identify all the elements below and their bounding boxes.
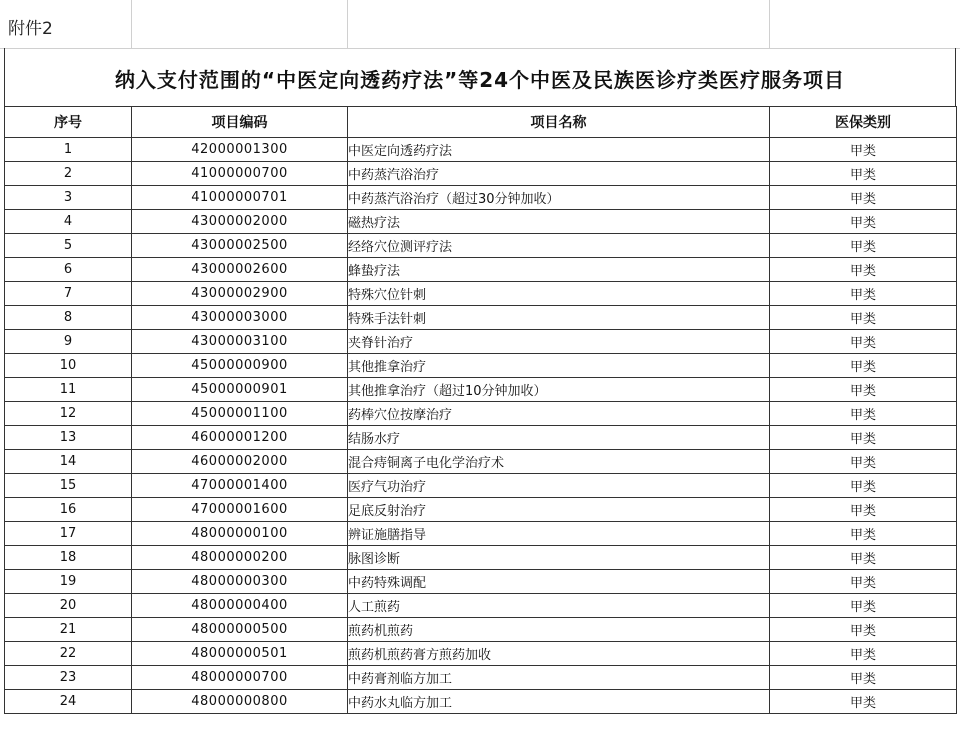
cell-category[interactable]: 甲类 [770, 330, 957, 354]
cell-name[interactable]: 中药蒸汽浴治疗（超过30分钟加收） [348, 186, 770, 210]
table-row [5, 498, 957, 522]
cell-code[interactable]: 43000002000 [132, 210, 348, 234]
header-name[interactable]: 项目名称 [348, 107, 770, 138]
cell-code[interactable]: 45000001100 [132, 402, 348, 426]
table-row [5, 522, 957, 546]
attachment-label: 附件2 [8, 19, 53, 39]
cell-code[interactable]: 48000000200 [132, 546, 348, 570]
cell-name[interactable]: 其他推拿治疗 [348, 354, 770, 378]
cell-category[interactable]: 甲类 [770, 378, 957, 402]
table-row [5, 138, 957, 162]
cell-category[interactable]: 甲类 [770, 258, 957, 282]
title-cell[interactable] [4, 48, 956, 106]
table-row [5, 546, 957, 570]
header-row [5, 107, 957, 138]
cell-seq[interactable]: 6 [5, 258, 132, 282]
cell-seq[interactable]: 15 [5, 474, 132, 498]
cell-code[interactable]: 43000002600 [132, 258, 348, 282]
cell-name[interactable]: 磁热疗法 [348, 210, 770, 234]
cell-name[interactable]: 医疗气功治疗 [348, 474, 770, 498]
table-row [5, 690, 957, 714]
cell-code[interactable]: 48000000400 [132, 594, 348, 618]
cell-category[interactable]: 甲类 [770, 138, 957, 162]
cell-code[interactable]: 43000002500 [132, 234, 348, 258]
cell-name[interactable]: 煎药机煎药膏方煎药加收 [348, 642, 770, 666]
cell-name[interactable]: 辨证施膳指导 [348, 522, 770, 546]
table-row [5, 474, 957, 498]
table-row [5, 306, 957, 330]
cell-name[interactable]: 其他推拿治疗（超过10分钟加收） [348, 378, 770, 402]
cell-name[interactable]: 结肠水疗 [348, 426, 770, 450]
cell-code[interactable]: 43000003100 [132, 330, 348, 354]
cell-a1[interactable] [0, 0, 132, 48]
cell-code[interactable]: 41000000700 [132, 162, 348, 186]
table-row [5, 450, 957, 474]
table-row [5, 594, 957, 618]
cell-seq[interactable]: 10 [5, 354, 132, 378]
cell-code[interactable]: 48000000700 [132, 666, 348, 690]
cell-seq[interactable]: 17 [5, 522, 132, 546]
cell-category[interactable]: 甲类 [770, 306, 957, 330]
cell-category[interactable]: 甲类 [770, 186, 957, 210]
cell-name[interactable]: 足底反射治疗 [348, 498, 770, 522]
cell-b1[interactable] [132, 0, 348, 48]
cell-seq[interactable]: 20 [5, 594, 132, 618]
cell-name[interactable]: 煎药机煎药 [348, 618, 770, 642]
table-row [5, 162, 957, 186]
cell-name[interactable]: 特殊穴位针刺 [348, 282, 770, 306]
cell-category[interactable]: 甲类 [770, 690, 957, 714]
cell-name[interactable]: 中药特殊调配 [348, 570, 770, 594]
cell-name[interactable]: 经络穴位测评疗法 [348, 234, 770, 258]
table-row [5, 666, 957, 690]
cell-code[interactable]: 42000001300 [132, 138, 348, 162]
table-row [5, 402, 957, 426]
cell-category[interactable]: 甲类 [770, 570, 957, 594]
cell-code[interactable]: 47000001400 [132, 474, 348, 498]
cell-name[interactable]: 中医定向透药疗法 [348, 138, 770, 162]
cell-seq[interactable]: 7 [5, 282, 132, 306]
cell-category[interactable]: 甲类 [770, 474, 957, 498]
header-seq[interactable]: 序号 [5, 107, 132, 138]
cell-name[interactable]: 特殊手法针刺 [348, 306, 770, 330]
attachment-row [0, 0, 960, 49]
header-category[interactable]: 医保类别 [770, 107, 957, 138]
cell-name[interactable]: 夹脊针治疗 [348, 330, 770, 354]
cell-category[interactable]: 甲类 [770, 282, 957, 306]
cell-seq[interactable]: 18 [5, 546, 132, 570]
table-row [5, 570, 957, 594]
table-row [5, 210, 957, 234]
cell-seq[interactable]: 8 [5, 306, 132, 330]
cell-seq[interactable]: 16 [5, 498, 132, 522]
cell-category[interactable]: 甲类 [770, 234, 957, 258]
cell-code[interactable]: 48000000500 [132, 618, 348, 642]
cell-name[interactable]: 人工煎药 [348, 594, 770, 618]
cell-seq[interactable]: 24 [5, 690, 132, 714]
cell-code[interactable]: 48000000100 [132, 522, 348, 546]
table-row [5, 330, 957, 354]
document-title: 纳入支付范围的“中医定向透药疗法”等24个中医及民族医诊疗类医疗服务项目 [114, 68, 846, 92]
cell-code[interactable]: 48000000501 [132, 642, 348, 666]
items-table [4, 106, 957, 714]
cell-category[interactable]: 甲类 [770, 522, 957, 546]
cell-seq[interactable]: 22 [5, 642, 132, 666]
table-row [5, 186, 957, 210]
cell-name[interactable]: 蜂蛰疗法 [348, 258, 770, 282]
cell-seq[interactable]: 12 [5, 402, 132, 426]
table-row [5, 234, 957, 258]
cell-seq[interactable]: 11 [5, 378, 132, 402]
cell-seq[interactable]: 4 [5, 210, 132, 234]
table-row [5, 618, 957, 642]
cell-name[interactable]: 中药膏剂临方加工 [348, 666, 770, 690]
table-row [5, 354, 957, 378]
cell-category[interactable]: 甲类 [770, 354, 957, 378]
cell-category[interactable]: 甲类 [770, 618, 957, 642]
cell-code[interactable]: 47000001600 [132, 498, 348, 522]
cell-code[interactable]: 48000000800 [132, 690, 348, 714]
cell-category[interactable]: 甲类 [770, 594, 957, 618]
cell-code[interactable]: 41000000701 [132, 186, 348, 210]
cell-seq[interactable]: 5 [5, 234, 132, 258]
cell-code[interactable]: 45000000901 [132, 378, 348, 402]
cell-name[interactable]: 脉图诊断 [348, 546, 770, 570]
cell-seq[interactable]: 14 [5, 450, 132, 474]
table-row [5, 426, 957, 450]
cell-seq[interactable]: 9 [5, 330, 132, 354]
table-row [5, 642, 957, 666]
cell-seq[interactable]: 1 [5, 138, 132, 162]
table-row [5, 282, 957, 306]
cell-name[interactable]: 中药水丸临方加工 [348, 690, 770, 714]
cell-code[interactable]: 43000003000 [132, 306, 348, 330]
cell-name[interactable]: 中药蒸汽浴治疗 [348, 162, 770, 186]
cell-seq[interactable]: 19 [5, 570, 132, 594]
cell-category[interactable]: 甲类 [770, 426, 957, 450]
cell-seq[interactable]: 13 [5, 426, 132, 450]
cell-seq[interactable]: 3 [5, 186, 132, 210]
cell-c1[interactable] [348, 0, 770, 48]
cell-category[interactable]: 甲类 [770, 642, 957, 666]
cell-seq[interactable]: 23 [5, 666, 132, 690]
cell-category[interactable]: 甲类 [770, 450, 957, 474]
table-row [5, 258, 957, 282]
cell-category[interactable]: 甲类 [770, 666, 957, 690]
cell-seq[interactable]: 21 [5, 618, 132, 642]
cell-category[interactable]: 甲类 [770, 498, 957, 522]
cell-d1[interactable] [770, 0, 960, 48]
cell-code[interactable]: 45000000900 [132, 354, 348, 378]
cell-category[interactable]: 甲类 [770, 210, 957, 234]
cell-category[interactable]: 甲类 [770, 546, 957, 570]
cell-code[interactable]: 43000002900 [132, 282, 348, 306]
cell-code[interactable]: 46000001200 [132, 426, 348, 450]
cell-code[interactable]: 48000000300 [132, 570, 348, 594]
cell-seq[interactable]: 2 [5, 162, 132, 186]
header-code[interactable]: 项目编码 [132, 107, 348, 138]
cell-category[interactable]: 甲类 [770, 162, 957, 186]
table-row [5, 378, 957, 402]
cell-code[interactable]: 46000002000 [132, 450, 348, 474]
cell-name[interactable]: 药棒穴位按摩治疗 [348, 402, 770, 426]
cell-name[interactable]: 混合痔铜离子电化学治疗术 [348, 450, 770, 474]
cell-category[interactable]: 甲类 [770, 402, 957, 426]
